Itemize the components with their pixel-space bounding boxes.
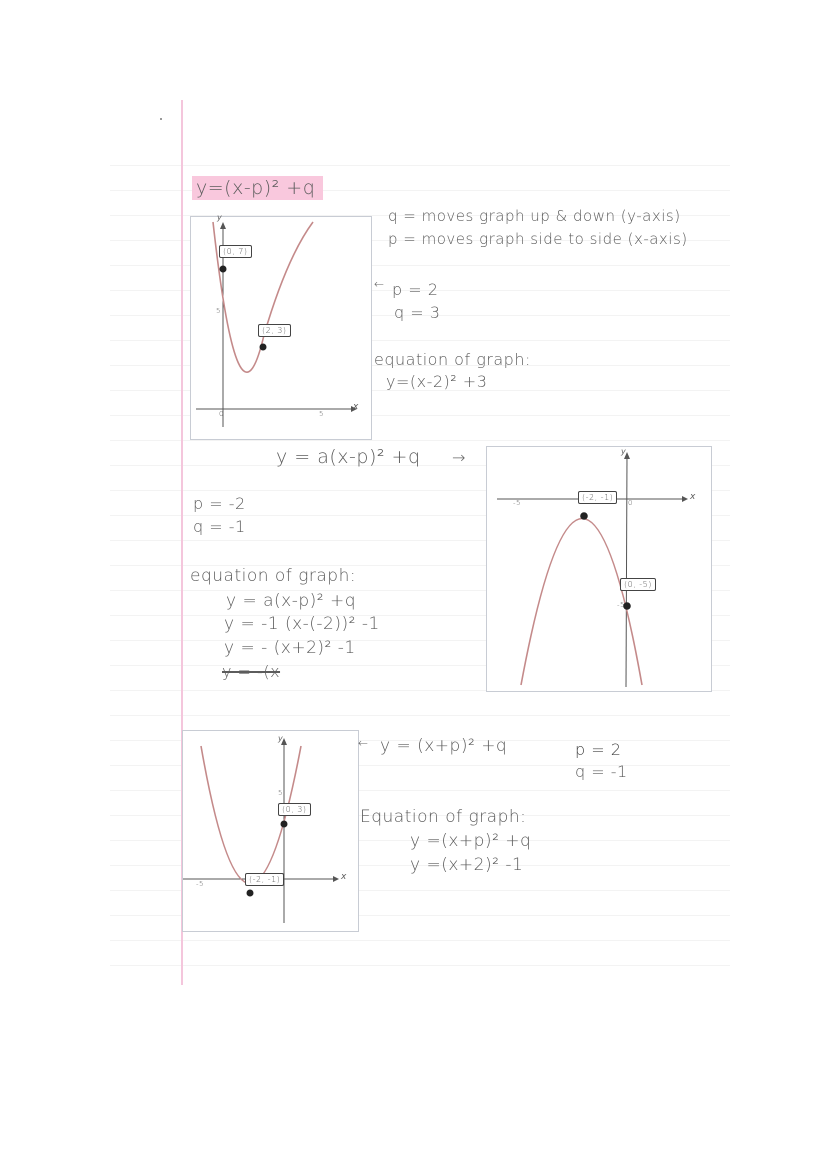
section3-equation-label: Equation of graph: xyxy=(360,807,527,827)
section2-step-1: y = a(x-p)² +q xyxy=(226,591,357,611)
stray-dot xyxy=(160,118,162,120)
section1-p: p = 2 xyxy=(392,280,439,299)
note-p: p = moves graph side to side (x-axis) xyxy=(388,230,688,248)
section2-step-crossed: y = -(x xyxy=(222,662,281,681)
graph3-point-label-a: (0, 3) xyxy=(278,803,311,816)
graph-2 xyxy=(486,446,712,692)
section2-title: y = a(x-p)² +q xyxy=(276,446,421,468)
graph1-x-label: x xyxy=(353,402,359,412)
section3-step-1: y =(x+p)² +q xyxy=(410,831,532,851)
graph-1 xyxy=(190,213,372,440)
section1-q: q = 3 xyxy=(394,303,441,322)
section1-equation: y=(x-2)² +3 xyxy=(386,372,488,391)
graph3-point-label-b: (-2, -1) xyxy=(245,873,284,886)
section3-step-2: y =(x+2)² -1 xyxy=(410,855,524,875)
graph1-y-label: y xyxy=(217,213,223,222)
section2-step-3: y = - (x+2)² -1 xyxy=(224,638,356,658)
section1-equation-label: equation of graph: xyxy=(374,350,531,369)
section3-p: p = 2 xyxy=(575,740,622,759)
graph1-tick-y5: 5 xyxy=(216,307,221,315)
section2-q: q = -1 xyxy=(193,517,246,536)
graph2-y-label: y xyxy=(621,447,627,456)
graph1-point-label-b: (2, 3) xyxy=(258,324,291,337)
section2-p: p = -2 xyxy=(193,494,246,513)
arrow-left-icon-2: ← xyxy=(358,736,369,750)
section3-q: q = -1 xyxy=(575,762,628,781)
graph3-tick-xm5: -5 xyxy=(196,880,204,888)
graph-3 xyxy=(182,730,359,932)
note-q: q = moves graph up & down (y-axis) xyxy=(388,207,681,225)
graph1-point-label-a: (0, 7) xyxy=(219,245,252,258)
graph1-tick-0: 0 xyxy=(219,410,224,418)
graph3-y-label: y xyxy=(278,734,284,743)
graph2-tick-0: 0 xyxy=(628,499,633,507)
graph3-x-label: x xyxy=(341,872,347,882)
graph1-tick-x5: 5 xyxy=(319,410,324,418)
arrow-left-icon: ← xyxy=(374,277,385,291)
graph2-tick-ym5: -5 xyxy=(617,601,625,609)
section2-step-2: y = -1 (x-(-2))² -1 xyxy=(224,614,380,634)
graph2-point-label-b: (0, -5) xyxy=(620,578,656,591)
arrow-right-icon: → xyxy=(452,448,466,467)
graph3-tick-y5: 5 xyxy=(278,789,283,797)
graph2-point-label-a: (-2, -1) xyxy=(578,491,617,504)
section3-title: y = (x+p)² +q xyxy=(380,736,508,756)
section2-equation-label: equation of graph: xyxy=(190,566,357,586)
graph2-x-label: x xyxy=(690,492,696,502)
graph2-tick-xm5: -5 xyxy=(513,499,521,507)
section1-title: y=(x-p)² +q xyxy=(192,176,323,200)
